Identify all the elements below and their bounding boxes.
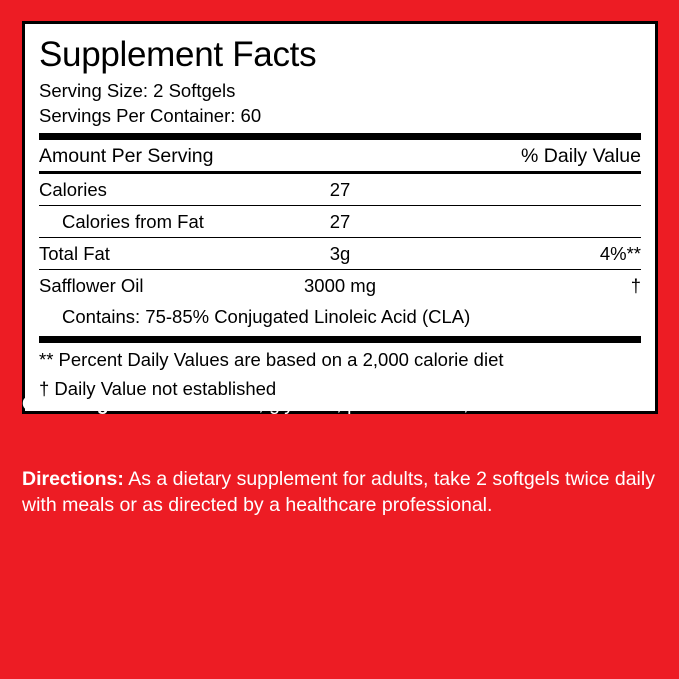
nutrient-row-calories (39, 174, 641, 205)
nutrient-daily-value: † (630, 275, 641, 296)
nutrient-name: Contains: 75-85% Conjugated Linoleic Acid (CLA) (62, 306, 471, 327)
nutrient-amount: 27 (329, 179, 351, 200)
nutrient-name: Calories (39, 179, 107, 200)
directions-block (22, 466, 662, 518)
serving-size-text: Serving Size: 2 Softgels (39, 80, 236, 101)
directions-text: As a dietary supplement for adults, take 2 softgels twice daily with meals or as directed by a healthcare professional. (22, 468, 655, 516)
nutrient-name: Total Fat (39, 243, 110, 264)
amount-per-serving-label: Amount Per Serving (39, 145, 214, 167)
nutrient-row-total-fat (39, 238, 641, 269)
amount-per-serving-header (39, 140, 641, 171)
divider-thick-bottom (39, 336, 641, 343)
nutrient-amount: 3g (329, 243, 351, 264)
nutrient-row-cla (39, 301, 641, 332)
directions-label: Directions: (22, 468, 124, 490)
supplement-facts-title: Supplement Facts (39, 35, 317, 74)
footnote-dagger: † Daily Value not established (39, 378, 277, 399)
servings-per-container-text: Servings Per Container: 60 (39, 105, 262, 126)
nutrient-name: Calories from Fat (62, 211, 204, 232)
nutrient-row-calories-from-fat (39, 206, 641, 237)
nutrient-daily-value: 4%** (599, 243, 641, 264)
nutrient-amount: 27 (329, 211, 351, 232)
nutrient-name: Safflower Oil (39, 275, 144, 296)
footnote-daily-values: ** Percent Daily Values are based on a 2,000 calorie diet (39, 349, 504, 370)
nutrient-row-safflower-oil (39, 270, 641, 301)
daily-value-label: % Daily Value (521, 145, 641, 167)
nutrient-amount: 3000 mg (304, 275, 376, 296)
other-ingredients-block (22, 391, 642, 417)
divider-thick-top (39, 133, 641, 140)
other-ingredients-text: Gelatin, glycerin, purified water, caramel color. (191, 393, 596, 415)
supplement-facts-panel (22, 21, 658, 414)
other-ingredients-label: Other Ingredients: (22, 393, 192, 415)
